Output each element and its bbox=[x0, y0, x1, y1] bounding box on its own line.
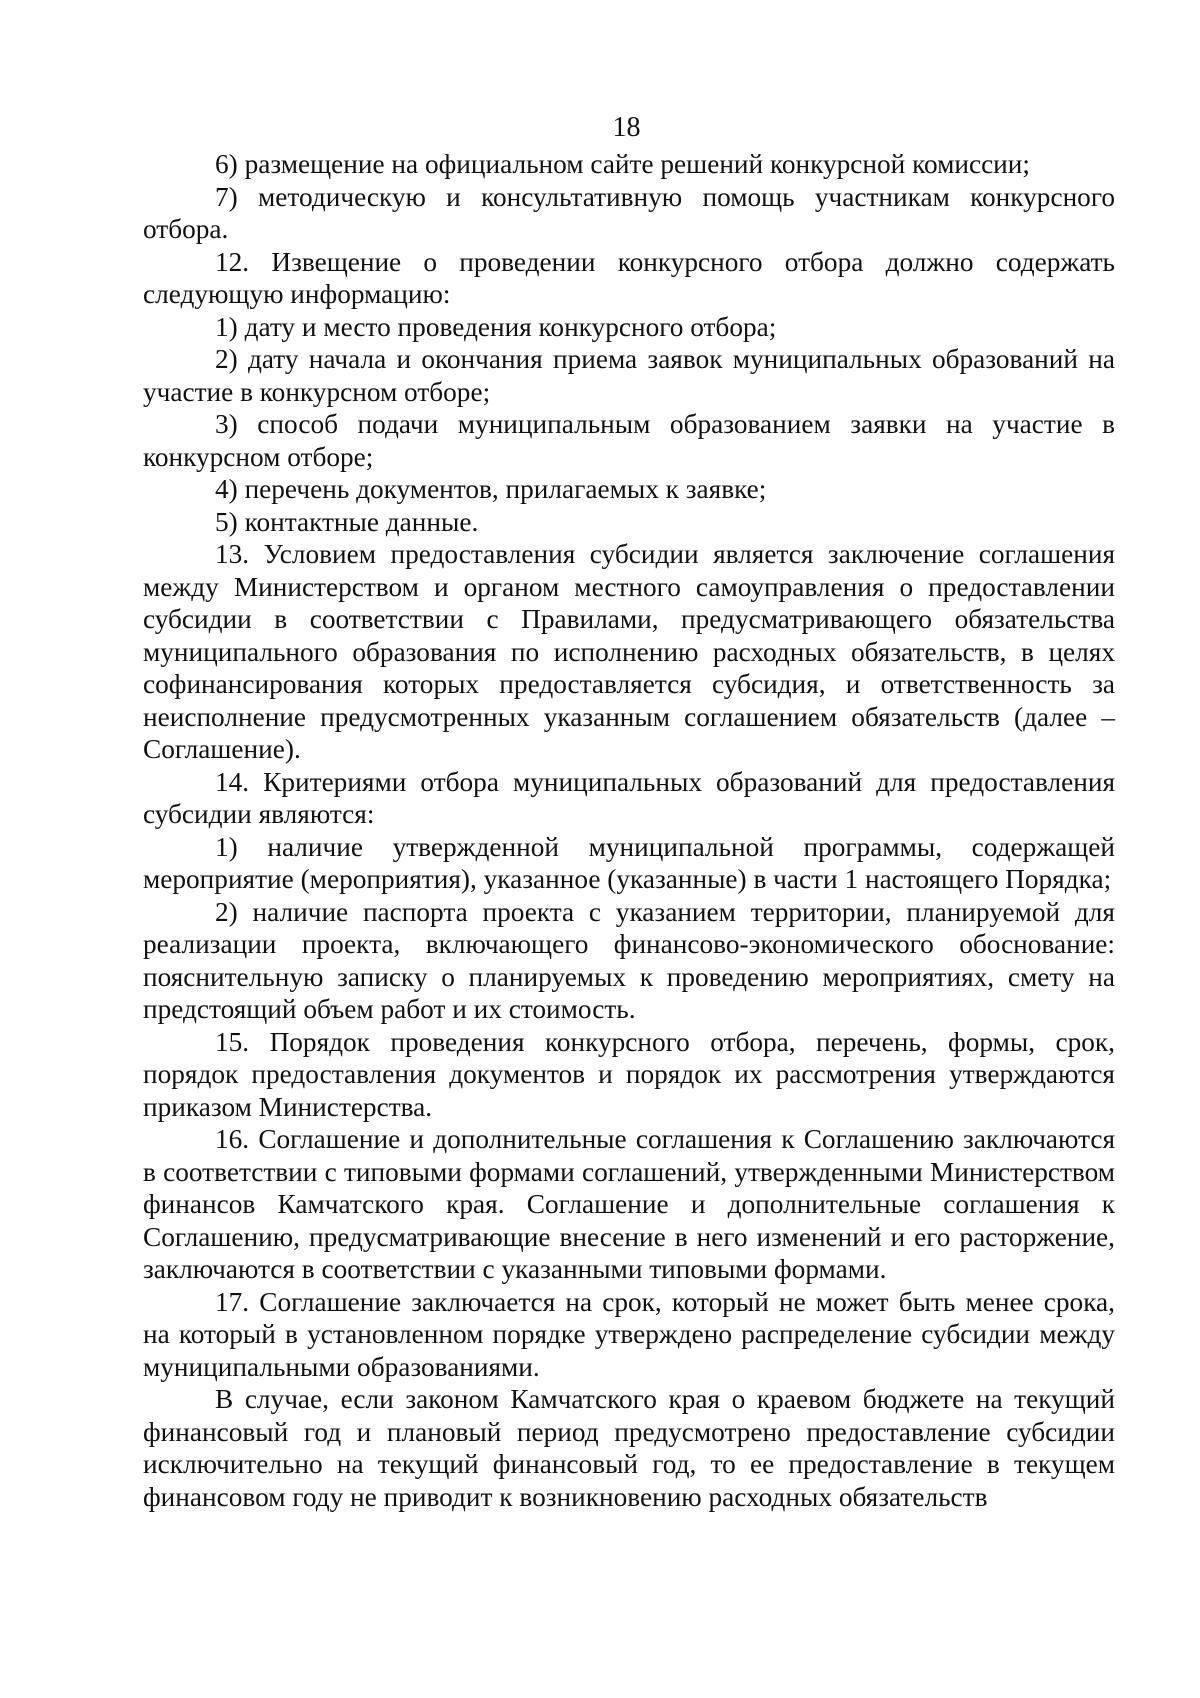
page-number: 18 bbox=[612, 112, 641, 143]
paragraph-12-item-2: 2) дату начала и окончания приема заявок муниципальных образований на участие в конкурсном отборе; bbox=[143, 344, 1115, 407]
paragraph-12-item-1: 1) дату и место проведения конкурсного отбора; bbox=[215, 311, 777, 342]
paragraph-12-item-3: 3) способ подачи муниципальным образованием заявки на участие в конкурсном отборе; bbox=[143, 409, 1115, 472]
paragraph-item-6: 6) размещение на официальном сайте решений конкурсной комиссии; bbox=[215, 149, 1030, 179]
paragraph-15: 15. Порядок проведения конкурсного отбора, перечень, формы, срок, порядок предоставления документов и порядок их рассмотрения утверждаются приказом Министерства. bbox=[143, 1026, 1115, 1122]
paragraph-14-item-1: 1) наличие утвержденной муниципальной программы, содержащей мероприятие (мероприятия), указанное (указанные) в части 1 настоящего Порядка; bbox=[143, 831, 1115, 894]
document-body bbox=[143, 148, 1115, 1513]
paragraph-16: 16. Соглашение и дополнительные соглашения к Соглашению заключаются в соответствии с типовыми формами соглашений, утвержденными Министерством финансов Камчатского края. Соглашение и дополнительные соглашения к Соглашению, предусматривающие внесение в него изменений и его расторжение, заключаются в соответствии с указанными типовыми формами. bbox=[143, 1124, 1115, 1284]
paragraph-12: 12. Извещение о проведении конкурсного отбора должно содержать следующую информацию: bbox=[143, 246, 1115, 309]
paragraph-14: 14. Критериями отбора муниципальных образований для предоставления субсидии являются: bbox=[143, 766, 1115, 829]
paragraph-13: 13. Условием предоставления субсидии является заключение соглашения между Министерством и органом местного самоуправления о предоставлении субсидии в соответствии с Правилами, предусматривающего обязательства муниципального образования по исполнению расходных обязательств, в целях софинансирования которых предоставляется субсидия, и ответственность за неисполнение предусмотренных указанным соглашением обязательств (далее – Соглашение). bbox=[143, 539, 1115, 764]
paragraph-14-item-2: 2) наличие паспорта проекта с указанием территории, планируемой для реализации проекта, включающего финансово-экономического обоснование: пояснительную записку о планируемых к проведению мероприятиях, смету на предстоящий объем работ и их стоимость. bbox=[143, 896, 1115, 1024]
paragraph-17-continuation: В случае, если законом Камчатского края о краевом бюджете на текущий финансовый год и плановый период предусмотрено предоставление субсидии исключительно на текущий финансовый год, то ее предоставление в текущем финансовом году не приводит к возникновению расходных обязательств bbox=[143, 1384, 1115, 1512]
paragraph-item-7: 7) методическую и консультативную помощь участникам конкурсного отбора. bbox=[143, 181, 1115, 244]
paragraph-12-item-4: 4) перечень документов, прилагаемых к заявке; bbox=[215, 474, 767, 504]
paragraph-17: 17. Соглашение заключается на срок, который не может быть менее срока, на который в установленном порядке утверждено распределение субсидии между муниципальными образованиями. bbox=[143, 1286, 1115, 1382]
paragraph-12-item-5: 5) контактные данные. bbox=[215, 506, 479, 537]
